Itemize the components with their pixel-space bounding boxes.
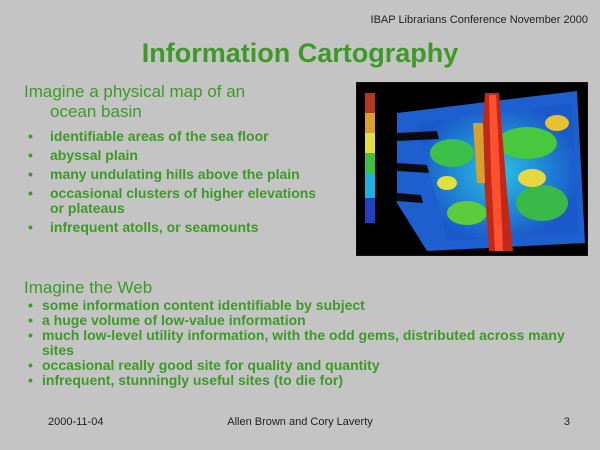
section1-heading bbox=[24, 82, 324, 122]
section1-heading-line2: ocean basin bbox=[50, 102, 142, 121]
bullet-icon: • bbox=[28, 312, 33, 328]
bullet-icon: • bbox=[28, 372, 33, 388]
bullet-text: abyssal plain bbox=[50, 147, 138, 163]
bullet-icon: • bbox=[28, 297, 33, 313]
bullet-text: identifiable areas of the sea floor bbox=[50, 128, 269, 144]
bullet-item bbox=[28, 129, 318, 144]
section2-bullet-list bbox=[28, 298, 598, 388]
slide-title: Information Cartography bbox=[141, 38, 459, 68]
bullet-icon: • bbox=[28, 185, 33, 201]
bullet-icon: • bbox=[28, 128, 33, 144]
footer-date: 2000-11-04 bbox=[48, 416, 104, 428]
section2-heading: Imagine the Web bbox=[24, 278, 153, 297]
bullet-item bbox=[28, 358, 598, 373]
conference-header: IBAP Librarians Conference November 2000 bbox=[370, 14, 588, 26]
bullet-item bbox=[28, 148, 318, 163]
bullet-text: occasional clusters of higher elevations or plateaus bbox=[50, 185, 317, 216]
bullet-icon: • bbox=[28, 357, 33, 373]
page-number: 3 bbox=[563, 416, 570, 428]
bullet-text: many undulating hills above the plain bbox=[50, 166, 300, 182]
section1-bullet-list bbox=[28, 129, 318, 239]
bullet-item bbox=[28, 313, 598, 328]
bullet-icon: • bbox=[28, 219, 33, 235]
ocean-floor-map-image bbox=[356, 82, 588, 256]
bullet-item bbox=[28, 298, 598, 313]
ocean-floor-map-icon bbox=[357, 83, 587, 255]
section1-heading-line1: Imagine a physical map of an bbox=[24, 82, 246, 101]
bullet-item bbox=[28, 186, 318, 216]
bullet-icon: • bbox=[28, 166, 33, 182]
footer-authors: Allen Brown and Cory Laverty bbox=[227, 416, 373, 428]
bullet-item bbox=[28, 328, 598, 358]
bullet-item bbox=[28, 220, 318, 235]
bullet-item bbox=[28, 373, 598, 388]
bullet-text: occasional really good site for quality and quantity bbox=[42, 357, 380, 373]
bullet-icon: • bbox=[28, 327, 33, 343]
bullet-item bbox=[28, 167, 318, 182]
bullet-text: infrequent, stunningly useful sites (to die for) bbox=[42, 372, 344, 388]
bullet-text: much low-level utility information, with the odd gems, distributed across many sites bbox=[42, 327, 565, 358]
bullet-icon: • bbox=[28, 147, 33, 163]
bullet-text: infrequent atolls, or seamounts bbox=[50, 219, 259, 235]
bullet-text: some information content identifiable by subject bbox=[42, 297, 365, 313]
bullet-text: a huge volume of low-value information bbox=[42, 312, 306, 328]
